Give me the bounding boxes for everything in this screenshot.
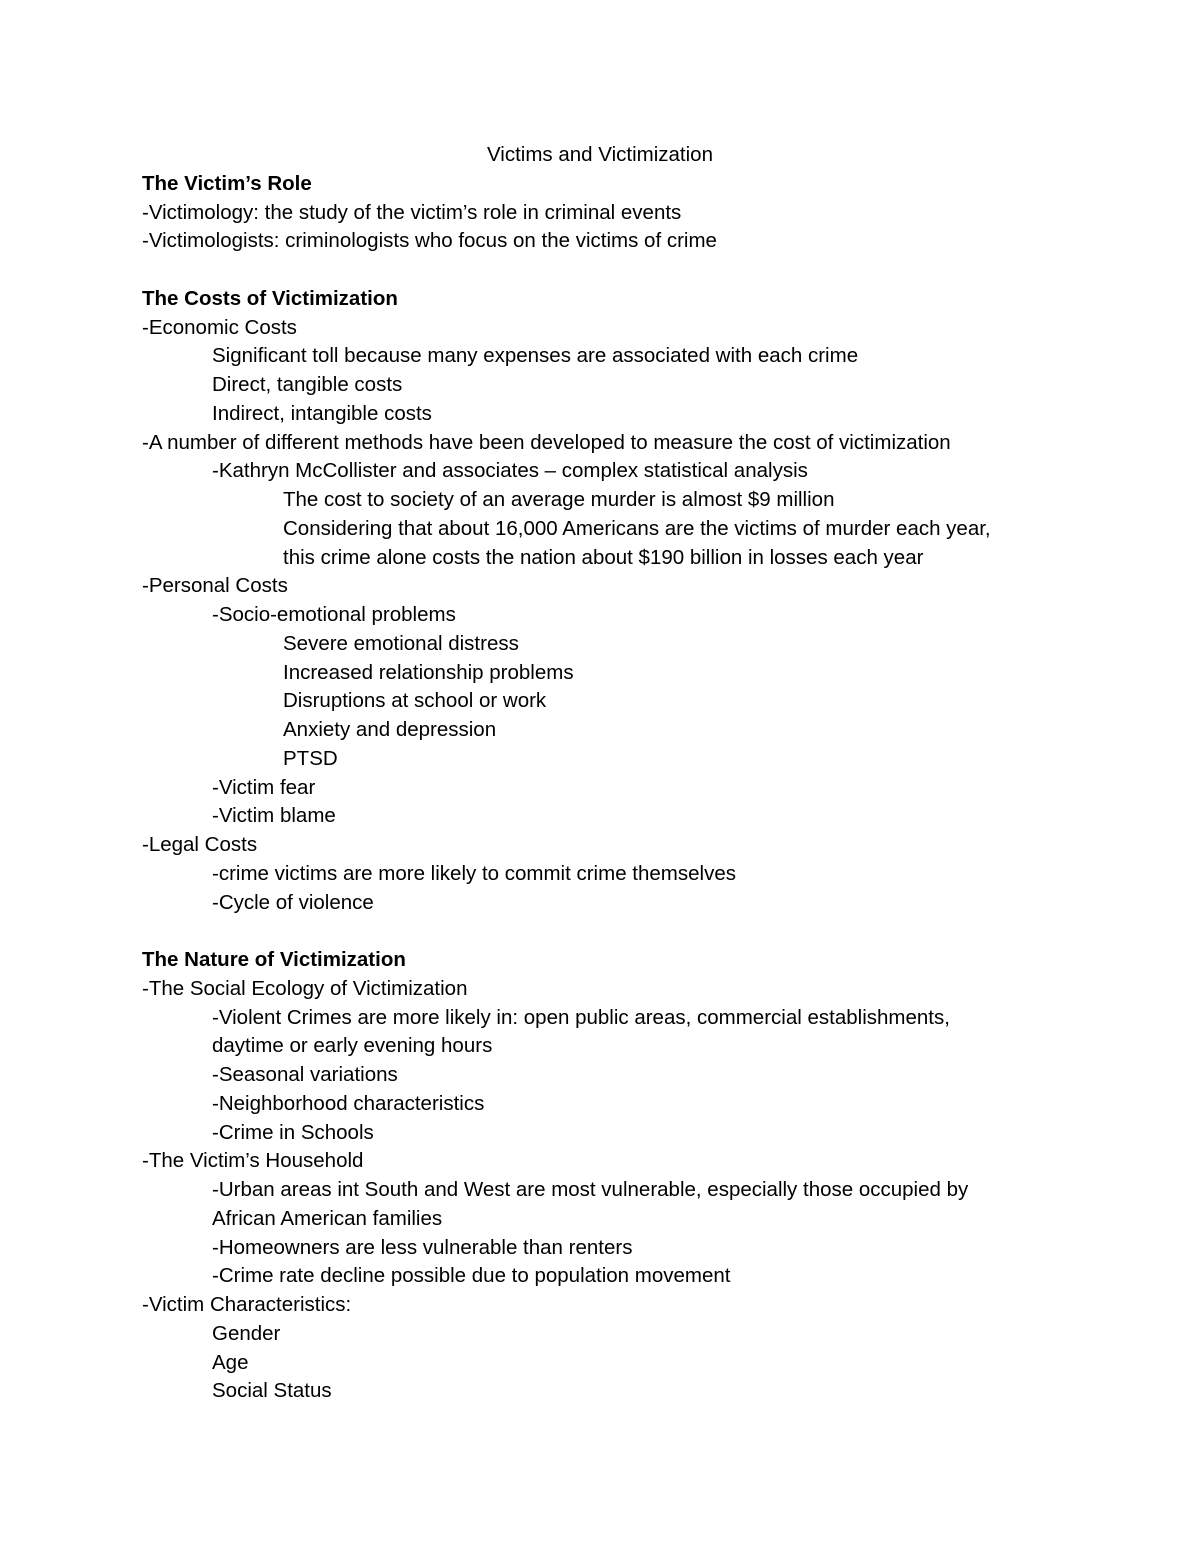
text-line: PTSD bbox=[283, 746, 338, 770]
text-line: -Crime rate decline possible due to population movement bbox=[212, 1264, 731, 1288]
section-nature-of-victimization bbox=[142, 946, 1042, 1406]
text-line: Increased relationship problems bbox=[283, 660, 574, 684]
text-line: Severe emotional distress bbox=[283, 631, 519, 655]
text-line: -Socio-emotional problems bbox=[212, 603, 456, 626]
text-line: Gender bbox=[212, 1321, 281, 1345]
text-line: -A number of different methods have been developed to measure the cost of victimization bbox=[142, 430, 951, 454]
text-line: The cost to society of an average murder is almost $9 million bbox=[283, 488, 835, 511]
text-line: -Victim Characteristics: bbox=[142, 1293, 352, 1316]
text-line: -Seasonal variations bbox=[212, 1063, 398, 1086]
text-line: Significant toll because many expenses are associated with each crime bbox=[212, 344, 859, 368]
text-line: -The Social Ecology of Victimization bbox=[142, 976, 468, 1000]
text-line: -crime victims are more likely to commit crime themselves bbox=[212, 861, 736, 885]
section-victims-role bbox=[142, 170, 1042, 256]
section-costs-of-victimization bbox=[142, 285, 1042, 918]
text-line: Disruptions at school or work bbox=[283, 689, 547, 713]
text-line: -Legal Costs bbox=[142, 833, 258, 856]
text-line: -Victim fear bbox=[212, 775, 316, 799]
text-line: -Violent Crimes are more likely in: open public areas, commercial establishments, bbox=[212, 1005, 950, 1029]
text-line: -Victimologists: criminologists who focus on the victims of crime bbox=[142, 229, 717, 253]
text-line: -Personal Costs bbox=[142, 574, 288, 598]
text-line: -Victim blame bbox=[212, 804, 336, 828]
text-line: -Homeowners are less vulnerable than renters bbox=[212, 1235, 633, 1259]
section-heading: The Costs of Victimization bbox=[142, 286, 398, 310]
text-line: -Cycle of violence bbox=[212, 890, 374, 914]
text-line: -Crime in Schools bbox=[212, 1120, 374, 1144]
text-line: -Victimology: the study of the victim’s role in criminal events bbox=[142, 200, 682, 224]
text-line: Age bbox=[212, 1350, 249, 1374]
text-line: -Neighborhood characteristics bbox=[212, 1091, 485, 1115]
text-line: Direct, tangible costs bbox=[212, 373, 403, 396]
section-heading: The Victim’s Role bbox=[142, 171, 312, 195]
text-line: -The Victim’s Household bbox=[142, 1149, 364, 1173]
text-line: this crime alone costs the nation about $190 billion in losses each year bbox=[283, 545, 924, 569]
text-line: Considering that about 16,000 Americans are the victims of murder each year, bbox=[283, 516, 991, 540]
text-line: Anxiety and depression bbox=[283, 718, 497, 741]
text-line: -Kathryn McCollister and associates – complex statistical analysis bbox=[212, 459, 808, 483]
section-heading: The Nature of Victimization bbox=[142, 948, 406, 971]
text-line: daytime or early evening hours bbox=[212, 1034, 493, 1058]
text-line: African American families bbox=[212, 1206, 443, 1230]
text-line: Indirect, intangible costs bbox=[212, 401, 432, 425]
text-line: Social Status bbox=[212, 1379, 332, 1403]
document-body bbox=[142, 141, 1042, 1406]
paragraph-spacer bbox=[142, 917, 1042, 946]
document-title: Victims and Victimization bbox=[487, 143, 713, 166]
text-line: -Economic Costs bbox=[142, 315, 297, 339]
text-line: -Urban areas int South and West are most vulnerable, especially those occupied by bbox=[212, 1178, 969, 1201]
paragraph-spacer bbox=[142, 256, 1042, 285]
